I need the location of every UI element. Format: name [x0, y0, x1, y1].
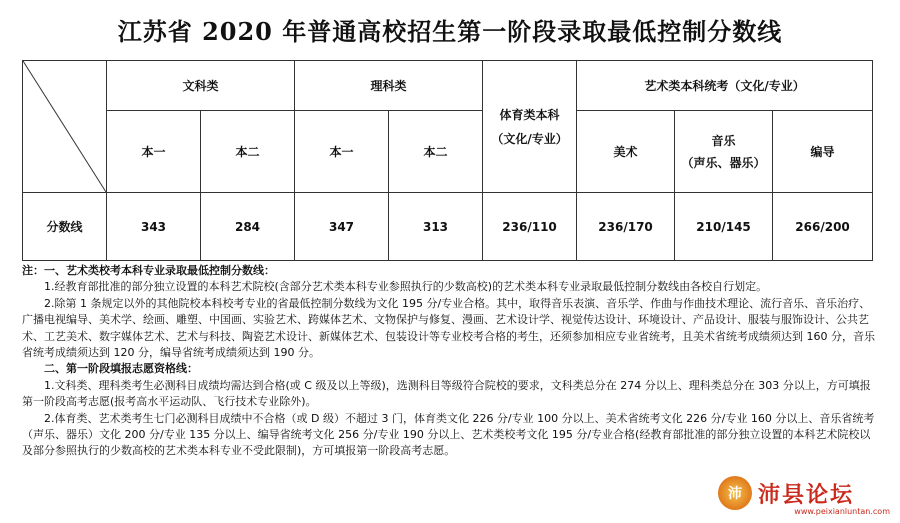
notes-paragraph-1: 1.经教育部批准的部分独立设置的本科艺术院校(含部分艺术类本科专业参照执行的少数高校)的艺术类本科专业录取最低控制分数线由各校自行划定。	[44, 280, 768, 294]
notes-paragraph-4: 2.体育类、艺术类考生七门必测科目成绩中不合格（或 D 级）不超过 3 门，体育类文化 226 分/专业 100 分以上、美术省统考文化 226 分/专业 160 分以上、音乐省统考（声乐、器乐）文化 200 分/专业 135 分以上、编导省统考文化 256 分/专业 190 分以上、艺术类校考文化 195 分/专业合格(经教育部批准的部分独立设置的本科艺术院校以及部分参照执行的少数高校的艺术类本科专业不受此限制)，方可填报第一阶段高考志愿。	[22, 411, 875, 458]
yinyue-label: 音乐	[711, 133, 736, 148]
subheader-wen-ben1: 本一	[107, 111, 201, 193]
notes-paragraph-2: 2.除第 1 条规定以外的其他院校本科校考专业的省最低控制分数线为文化 195 分/专业合格。其中，取得音乐表演、音乐学、作曲与作曲技术理论、流行音乐、音乐治疗、广播电视编导、美术学、绘画、雕塑、中国画、实验艺术、跨媒体艺术、文物保护与修复、漫画、艺术设计学、视觉传达设计、环境设计、产品设计、服装与服饰设计、公共艺术、工艺美术、数字媒体艺术、艺术与科技、陶瓷艺术设计、新媒体艺术、包装设计等专业校考合格的考生，还须参加相应专业省统考，且美术省统考成绩须达到 160 分，音乐省统考成绩须达到 120 分，编导省统考成绩须达到 190 分。	[22, 296, 875, 360]
value-meishu: 236/170	[577, 193, 675, 261]
diagonal-header-cell	[23, 61, 107, 193]
notes-section	[22, 263, 880, 460]
subheader-li-ben1: 本一	[295, 111, 389, 193]
page-title: 江苏省 2020 年普通高校招生第一阶段录取最低控制分数线	[117, 17, 783, 46]
group-header-yishu: 艺术类本科统考（文化/专业）	[577, 61, 873, 111]
score-table	[22, 60, 873, 261]
group-header-tiyu	[483, 61, 577, 193]
value-wen-ben2: 284	[201, 193, 295, 261]
group-header-wenke: 文科类	[107, 61, 295, 111]
value-biandao: 266/200	[773, 193, 873, 261]
watermark	[718, 468, 896, 518]
diagonal-line	[23, 61, 106, 192]
notes-paragraph-3: 1.文科类、理科类考生必测科目成绩均需达到合格(或 C 级及以上等级)，选测科目等级符合院校的要求，文科类总分在 274 分以上、理科类总分在 303 分以上，方可填报第一阶段高考志愿(报考高水平运动队、飞行技术专业除外)。	[22, 378, 871, 409]
value-li-ben1: 347	[295, 193, 389, 261]
value-wen-ben1: 343	[107, 193, 201, 261]
watermark-url: www.peixianluntan.com	[794, 507, 890, 516]
tiyu-header-text: 体育类本科（文化/专业）	[491, 107, 568, 146]
group-header-like: 理科类	[295, 61, 483, 111]
notes-heading-2: 二、第一阶段填报志愿资格线：	[44, 362, 198, 376]
notes-heading-1: 注：一、艺术类校考本科专业录取最低控制分数线：	[22, 264, 275, 277]
subheader-meishu: 美术	[577, 111, 675, 193]
subheader-biandao: 编导	[773, 111, 873, 193]
yinyue-note: （声乐、器乐）	[681, 155, 766, 170]
value-li-ben2: 313	[389, 193, 483, 261]
value-tiyu: 236/110	[483, 193, 577, 261]
value-yinyue: 210/145	[675, 193, 773, 261]
logo-icon: 沛	[718, 476, 752, 510]
subheader-li-ben2: 本二	[389, 111, 483, 193]
watermark-text: 沛县论坛	[758, 481, 855, 508]
subheader-wen-ben2: 本二	[201, 111, 295, 193]
subheader-yinyue	[675, 111, 773, 193]
row-label: 分数线	[23, 193, 107, 261]
